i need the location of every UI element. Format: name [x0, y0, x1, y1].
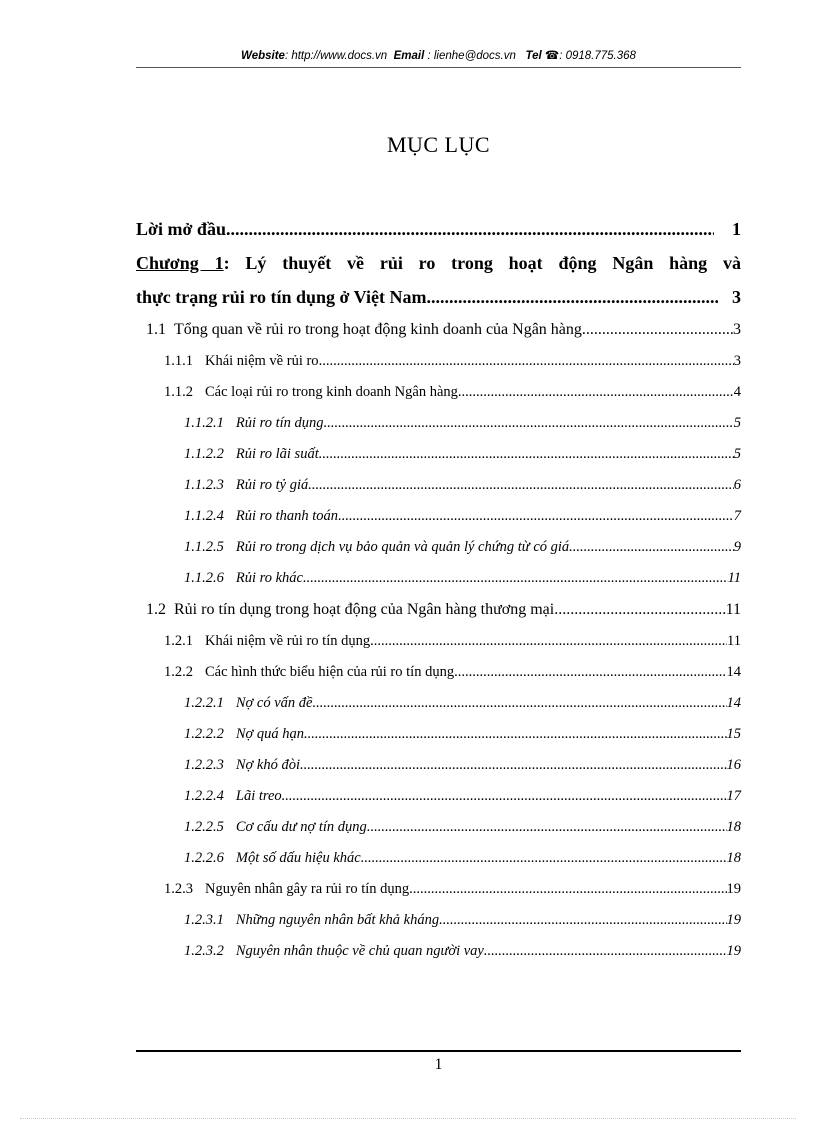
toc-page-number: 4: [733, 384, 741, 400]
toc-page-number: 5: [733, 415, 741, 431]
toc-leader: [367, 812, 727, 843]
toc-entry-number: 1.1.2: [164, 384, 193, 400]
toc-entry[interactable]: [136, 812, 741, 843]
toc-entry-text: Tổng quan về rủi ro trong hoạt động kinh doanh của Ngân hàng: [174, 321, 582, 338]
toc-entry[interactable]: [136, 470, 741, 501]
toc-leader: [312, 688, 726, 719]
toc-page-number: 7: [733, 508, 741, 524]
toc-entry-text: Những nguyên nhân bất khả kháng: [235, 912, 440, 928]
toc-leader: [304, 719, 726, 750]
toc-entry[interactable]: [136, 408, 741, 439]
toc-page-number: 3: [733, 353, 741, 369]
toc-entry-label: [184, 408, 324, 439]
toc-entry-label: [146, 314, 582, 346]
chapter-label: Chương 1: [136, 253, 224, 273]
toc-leader: [554, 594, 725, 626]
toc-entry-label: [184, 750, 300, 781]
toc-leader: [484, 936, 727, 967]
toc-page-number: 11: [727, 633, 741, 649]
toc-entry-text: Nợ có vấn đề: [235, 695, 313, 711]
toc-entry-number: 1.2.3.1: [184, 912, 224, 928]
toc-entry[interactable]: [136, 439, 741, 470]
toc-page-number: 11: [725, 601, 741, 618]
website-value: : http://www.docs.vn: [284, 50, 388, 62]
toc-page-number: 17: [726, 788, 741, 804]
toc-leader: [308, 470, 734, 501]
toc-page-number: 3: [732, 287, 741, 307]
tel-value: : 0918.775.368: [559, 50, 636, 62]
toc-leader: [361, 843, 727, 874]
toc-entry[interactable]: [136, 532, 741, 563]
chapter-title-line-1: [136, 246, 741, 280]
email-label: Email: [393, 50, 425, 62]
toc-entry-number: 1.2: [146, 601, 166, 618]
toc-entry-text: Khái niệm về rủi ro tín dụng: [205, 633, 371, 649]
toc-entry-text: Rủi ro tín dụng trong hoạt động của Ngân hàng thương mại: [174, 601, 555, 618]
toc-entry-label: [184, 843, 361, 874]
toc-entry[interactable]: [136, 719, 741, 750]
toc-entry-label: [184, 936, 484, 967]
toc-leader: [569, 532, 734, 563]
toc-leader: [409, 874, 726, 905]
toc-entry[interactable]: [136, 874, 741, 905]
chapter-title-part-2: thực trạng rủi ro tín dụng ở Việt Nam: [136, 287, 427, 307]
page-bottom-border: [20, 1118, 796, 1119]
toc-entry-intro[interactable]: [136, 212, 741, 246]
toc-entry-text: Lãi treo: [235, 788, 282, 804]
toc-leader: [458, 377, 734, 408]
toc-entry[interactable]: [136, 657, 741, 688]
toc-entry[interactable]: [136, 346, 741, 377]
toc-entry-number: 1.2.3.2: [184, 943, 224, 959]
toc-entry-label: [184, 532, 569, 563]
toc-entry[interactable]: [136, 843, 741, 874]
toc-entry-text: Rủi ro thanh toán: [235, 508, 339, 524]
toc-entry-text: Cơ cấu dư nợ tín dụng: [235, 819, 367, 835]
toc-leader: [324, 408, 734, 439]
toc-entry-number: 1.1.2.1: [184, 415, 224, 431]
toc-entry[interactable]: [136, 314, 741, 346]
toc-entry-label: [184, 501, 338, 532]
toc-leader: [303, 563, 728, 594]
toc-entry-label: [164, 626, 370, 657]
toc-entry-text: Nợ quá hạn: [235, 726, 305, 742]
toc-entry-text: Nguyên nhân gây ra rủi ro tín dụng: [205, 881, 410, 897]
toc-entry[interactable]: [136, 936, 741, 967]
toc-leader: [454, 657, 726, 688]
toc-entry-label: [184, 688, 312, 719]
tel-label: Tel: [525, 50, 542, 62]
toc-page-number: 9: [733, 539, 741, 555]
footer-page-number: 1: [434, 1056, 443, 1073]
toc-entry[interactable]: [136, 594, 741, 626]
toc-entry-label: [146, 594, 554, 626]
toc-entry-number: 1.2.2.3: [184, 757, 224, 773]
toc-entry-number: 1.1.2.5: [184, 539, 224, 555]
toc-entry-label: Lời mở đầu: [136, 219, 226, 239]
toc-page-number: 3: [733, 321, 741, 338]
toc-page-number: 15: [726, 726, 741, 742]
toc-leader: [439, 905, 726, 936]
toc-page-number: 1: [732, 219, 741, 239]
toc-entry-text: Nợ khó đòi: [235, 757, 300, 773]
toc-entry-number: 1.2.1: [164, 633, 193, 649]
toc-leader: [338, 501, 734, 532]
toc-entry[interactable]: [136, 750, 741, 781]
toc-entry-label: [164, 657, 454, 688]
toc-entry-number: 1.2.2: [164, 664, 193, 680]
chapter-title-part-1: : Lý thuyết về rủi ro trong hoạt động Ngân hàng và: [223, 253, 741, 273]
toc-leader: [226, 212, 714, 246]
phone-icon: ☎: [544, 50, 560, 62]
toc-entry-label: [184, 812, 367, 843]
toc-entry-label: [184, 905, 439, 936]
toc-leader: [582, 314, 733, 346]
toc-entry-number: 1.1: [146, 321, 166, 338]
toc-leader: [370, 626, 727, 657]
toc-entry-text: Rủi ro tín dụng: [235, 415, 324, 431]
page-title: MỤC LỤC: [386, 132, 491, 157]
toc-page-number: 18: [726, 850, 741, 866]
toc-entry-text: Các loại rủi ro trong kinh doanh Ngân hàng: [205, 384, 458, 400]
toc-leader: [300, 750, 727, 781]
toc-leader: [319, 346, 734, 377]
toc-page-number: 19: [726, 943, 741, 959]
toc-entry[interactable]: [136, 781, 741, 812]
toc-page-number: 6: [733, 477, 741, 493]
toc-entry[interactable]: [136, 626, 741, 657]
toc-entry-label: [184, 719, 304, 750]
toc-leader: [282, 781, 727, 812]
toc-page-number: 19: [726, 912, 741, 928]
toc-entry-label: [184, 439, 319, 470]
website-label: Website: [241, 50, 285, 62]
toc-entry-label: [164, 874, 409, 905]
toc-entry-number: 1.2.2.4: [184, 788, 224, 804]
email-value: : lienhe@docs.vn: [427, 50, 516, 62]
toc-entry[interactable]: [136, 563, 741, 594]
toc-page-number: 16: [726, 757, 741, 773]
toc-entry-text: Một số dấu hiệu khác: [235, 850, 361, 866]
toc-page-number: 19: [726, 881, 741, 897]
toc-entry-number: 1.1.1: [164, 353, 193, 369]
toc-entry-number: 1.2.2.5: [184, 819, 224, 835]
toc-entry-label: [164, 377, 458, 408]
toc-page-number: 5: [733, 446, 741, 462]
toc-entry-number: 1.1.2.6: [184, 570, 224, 586]
toc-entry[interactable]: [136, 377, 741, 408]
toc-entry[interactable]: [136, 501, 741, 532]
toc-entry-text: Khái niệm về rủi ro: [205, 353, 319, 369]
chapter-title-line-2: [136, 280, 741, 314]
toc-entry-text: Rủi ro khác: [235, 570, 303, 586]
toc-entries: [136, 314, 741, 967]
footer-rule: [136, 1050, 741, 1052]
toc-entry-text: Rủi ro trong dịch vụ bảo quản và quản lý chứng từ có giá: [235, 539, 570, 555]
toc-entry-chapter-1[interactable]: [136, 246, 741, 314]
toc-entry[interactable]: [136, 688, 741, 719]
toc-entry-number: 1.1.2.4: [184, 508, 224, 524]
toc-entry-text: Rủi ro lãi suất: [235, 446, 319, 462]
toc-entry[interactable]: [136, 905, 741, 936]
toc-entry-label: [184, 781, 282, 812]
page-header: [136, 47, 741, 68]
toc-entry-number: 1.2.3: [164, 881, 193, 897]
toc-entry-label: [184, 563, 303, 594]
toc-page-number: 14: [726, 695, 741, 711]
toc-entry-text: Nguyên nhân thuộc về chủ quan người vay: [235, 943, 484, 959]
toc-entry-number: 1.2.2.2: [184, 726, 224, 742]
toc-page-number: 18: [726, 819, 741, 835]
toc-entry-number: 1.2.2.1: [184, 695, 224, 711]
toc-entry-label: [164, 346, 319, 377]
toc-entry-number: 1.2.2.6: [184, 850, 224, 866]
toc-entry-label: [184, 470, 308, 501]
toc-page-number: 11: [727, 570, 741, 586]
toc-entry-text: Các hình thức biểu hiện của rủi ro tín dụng: [205, 664, 455, 680]
table-of-contents: [136, 212, 741, 967]
toc-entry-number: 1.1.2.2: [184, 446, 224, 462]
toc-entry-text: Rủi ro tỷ giá: [235, 477, 309, 493]
toc-leader: [319, 439, 734, 470]
toc-leader: [426, 280, 718, 314]
toc-page-number: 14: [726, 664, 741, 680]
toc-entry-number: 1.1.2.3: [184, 477, 224, 493]
